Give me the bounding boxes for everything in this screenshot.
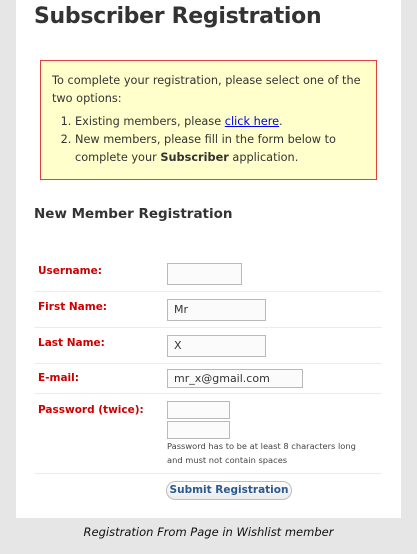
section-title: New Member Registration (34, 206, 233, 222)
notice-option-existing-suffix: . (279, 115, 283, 128)
notice-option-existing (75, 113, 366, 131)
notice-option-new-text: New members, please fill in the form below to complete your (75, 133, 336, 164)
first-name-input[interactable]: Mr (167, 299, 266, 321)
last-name-label: Last Name: (38, 337, 105, 349)
password-input[interactable] (167, 401, 230, 419)
last-name-input[interactable]: X (167, 335, 266, 357)
password-label: Password (twice): (38, 404, 144, 416)
notice-options-list (52, 113, 366, 167)
email-input[interactable]: mr_x@gmail.com (167, 369, 303, 388)
notice-option-existing-text: Existing members, please (75, 115, 225, 128)
password-hint (167, 439, 356, 467)
subscriber-level-name: Subscriber (160, 151, 229, 164)
figure-caption: Registration From Page in Wishlist member (83, 525, 334, 539)
submit-registration-button[interactable]: Submit Registration (166, 481, 292, 500)
password-row (34, 393, 382, 474)
page-title: Subscriber Registration (34, 4, 322, 29)
first-name-label: First Name: (38, 301, 108, 313)
notice-option-new (75, 131, 366, 167)
last-name-row (34, 327, 382, 364)
registration-card (16, 0, 401, 518)
notice-intro: To complete your registration, please select one of the two options: (52, 74, 361, 105)
email-row (34, 363, 382, 394)
password-hint-line1: Password has to be at least 8 characters long (167, 441, 356, 451)
username-label: Username: (38, 265, 102, 277)
first-name-row (34, 291, 382, 328)
email-label: E-mail: (38, 372, 79, 384)
password-confirm-input[interactable] (167, 421, 230, 439)
registration-notice (40, 60, 377, 180)
username-row (34, 255, 382, 292)
notice-option-new-suffix: application. (228, 151, 299, 164)
click-here-link[interactable]: click here (224, 115, 280, 128)
username-input[interactable] (167, 263, 242, 285)
password-hint-line2: and must not contain spaces (167, 455, 288, 465)
